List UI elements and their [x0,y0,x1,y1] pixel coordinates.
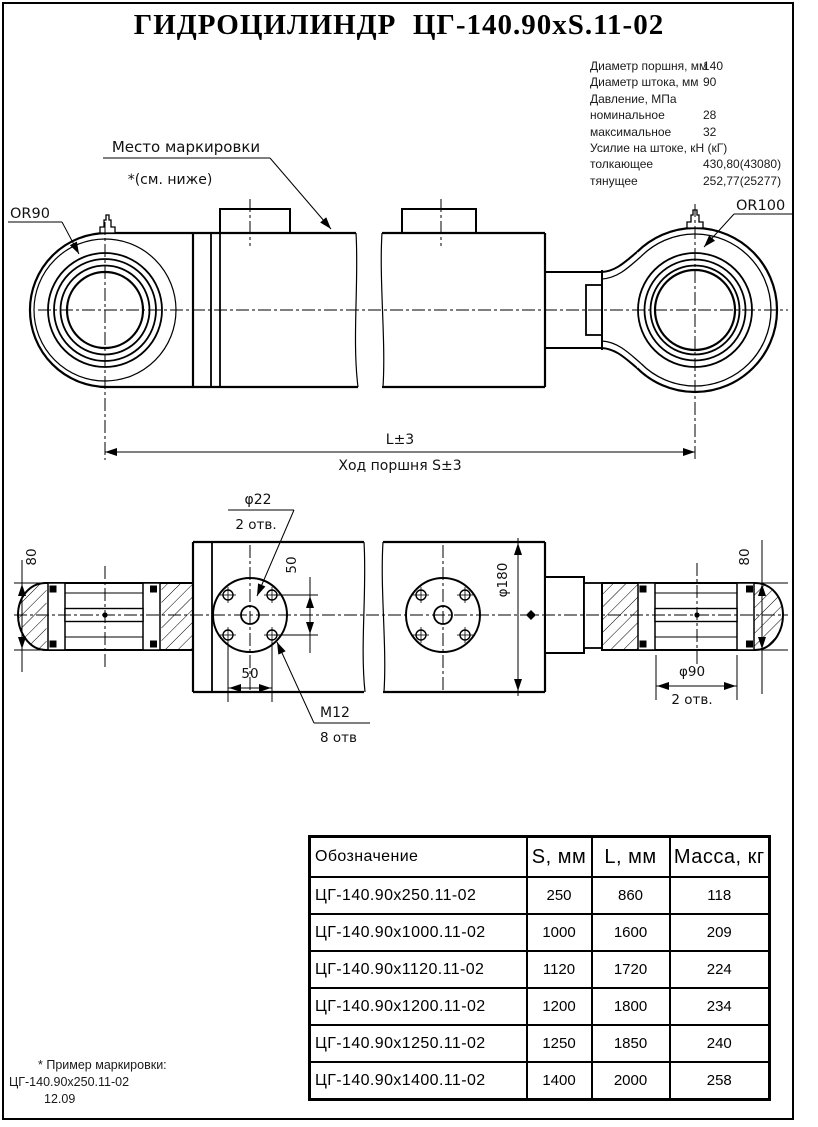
side-view [30,209,777,392]
port-boss [402,209,476,233]
stroke-dim-label: Ход поршня S±3 [338,458,462,474]
dim80-right-label: 80 [737,548,753,566]
table-row [310,1025,770,1062]
spec-label: максимальное [590,124,672,139]
spec-value: 140 [703,59,724,73]
spec-label: номинальное [590,108,665,123]
cell-mass: 224 [670,951,770,988]
cell-designation: ЦГ-140.90х250.11-02 [310,877,527,914]
cell-l: 1800 [592,988,670,1025]
seal [640,586,647,593]
dim50-v-label: 50 [284,556,300,574]
m12-qty-label: 8 отв [320,730,357,746]
seal [640,641,647,648]
cell-designation: ЦГ-140.90х1200.11-02 [310,988,527,1025]
length-dim-label: L±3 [385,432,415,448]
spec-label: тянущее [590,173,638,188]
spec-label: Диаметр штока, мм [590,75,699,90]
cell-mass: 209 [670,914,770,951]
spec-value: 430,80(43080) [703,157,782,172]
footnote-line2: ЦГ-140.90х250.11-02 [9,1075,130,1089]
cell-s: 250 [527,877,592,914]
spec-value: 28 [703,108,717,123]
cell-designation: ЦГ-140.90х1250.11-02 [310,1025,527,1062]
cell-mass: 240 [670,1025,770,1062]
left-eye-label: OR90 [10,206,50,222]
spec-value: 252,77(25277) [703,173,782,188]
cell-l: 1720 [592,951,670,988]
cell-l: 1600 [592,914,670,951]
dim80-left-label: 80 [24,548,40,566]
break-line [381,233,384,387]
cell-s: 1250 [527,1025,592,1062]
page-title: ГИДРОЦИЛИНДР ЦГ-140.90xS.11-02 [133,9,665,41]
grease-fitting [100,215,115,233]
col-header-mass: Масса, кг [670,837,770,878]
right-eye-label: OR100 [736,198,786,214]
col-header-l: L, мм [592,837,670,878]
cell-s: 1000 [527,914,592,951]
spec-label: Давление, МПа [590,91,677,106]
cell-designation: ЦГ-140.90х1000.11-02 [310,914,527,951]
table-row [310,988,770,1025]
spec-label: Диаметр поршня, мм [590,59,708,73]
cell-mass: 258 [670,1062,770,1100]
dim50-h-label: 50 [241,666,259,682]
dia180-label: φ180 [495,562,511,598]
footnote-line3: 12.09 [44,1092,76,1106]
seal [150,586,157,593]
table-row [310,877,770,914]
table-header-row [310,837,770,878]
cell-s: 1400 [527,1062,592,1100]
dia90-qty-label: 2 отв. [671,692,713,708]
seal [50,586,57,593]
cell-designation: ЦГ-140.90х1120.11-02 [310,951,527,988]
marking-place-label: Место маркировки [111,138,261,156]
break-line [363,542,365,692]
cell-mass: 118 [670,877,770,914]
spec-label: Усилие на штоке, кН (кГ) [590,140,728,155]
col-header-designation: Обозначение [310,837,527,878]
hole22-label: φ22 [244,492,272,508]
break-line [382,542,385,692]
cell-designation: ЦГ-140.90х1400.11-02 [310,1062,527,1100]
cell-s: 1200 [527,988,592,1025]
seal [150,641,157,648]
cell-l: 2000 [592,1062,670,1100]
col-header-s: S, мм [527,837,592,878]
spec-label: толкающее [590,157,654,172]
seal [746,586,753,593]
cell-l: 860 [592,877,670,914]
seal [50,641,57,648]
port-boss [220,209,290,233]
table-row [310,951,770,988]
dia90-label: φ90 [678,664,706,680]
spec-value: 32 [703,124,717,139]
footnote-line1: * Пример маркировки: [38,1058,167,1072]
cell-mass: 234 [670,988,770,1025]
bottom-view [18,542,783,692]
spec-value: 90 [703,75,717,90]
size-table [308,835,771,1101]
m12-label: М12 [320,705,350,721]
table-row [310,1062,770,1100]
table-row [310,914,770,951]
cell-s: 1120 [527,951,592,988]
seal [746,641,753,648]
hole22-qty-label: 2 отв. [235,517,277,533]
marking-ref-label: *(см. ниже) [127,172,213,188]
cell-l: 1850 [592,1025,670,1062]
